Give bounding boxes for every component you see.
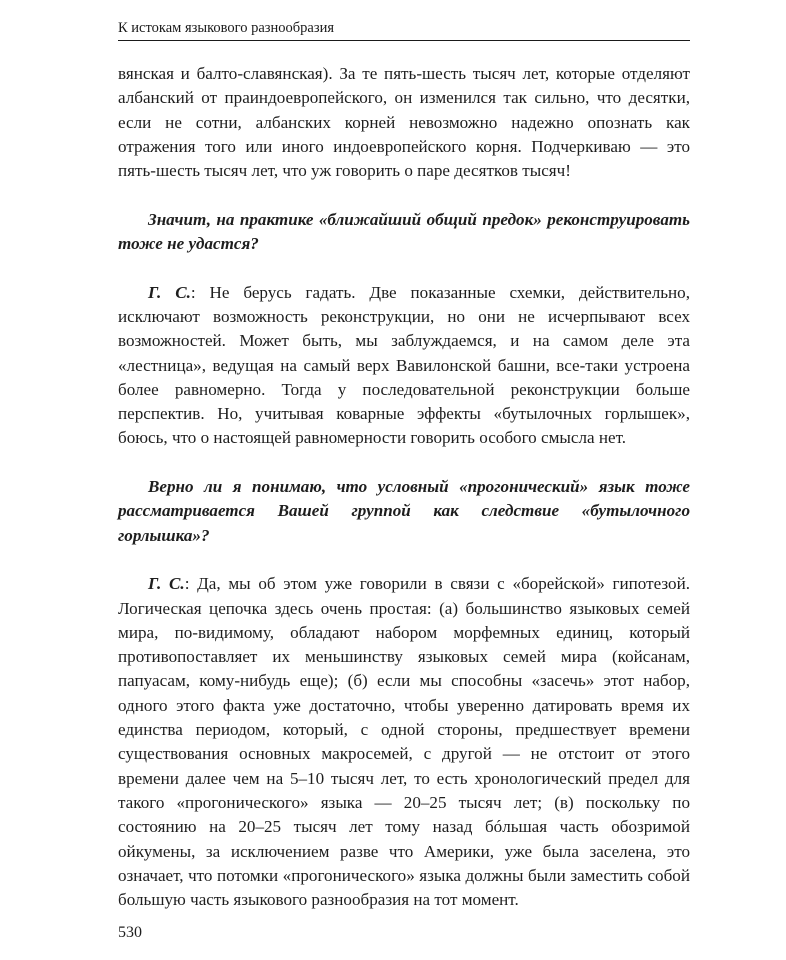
running-head: К истокам языкового разнообразия (118, 19, 690, 41)
interviewer-question: Значит, на практике «ближайший общий предок» реконструировать тоже не удастся? (118, 209, 690, 254)
page-number: 530 (118, 924, 142, 941)
page-body (118, 62, 690, 912)
paragraph-continued: вянская и балто-славянская). За те пять-шесть тысяч лет, которые отделяют албанский от праиндоевропейского, он изменился так сильно, что десятки, если не сотни, албанских корней невозможно надежно опознать как отражения того или иного индоевропейского корня. Подчеркиваю — это пять-шесть тысяч лет, что уж говорить о паре десятков тысяч! (118, 64, 690, 181)
speaker-label: Г. С. (148, 574, 185, 594)
answer-text: : Да, мы об этом уже говорили в связи с «борейской» гипотезой. Логическая цепочка здесь очень простая: (а) большинство языковых семей мира, по-видимому, обладают набором морфемных единиц, который противопоставляет их меньшинству языковых семей мира (койсанам, папуасам, кому-нибудь еще); (б) если мы способны «засечь» этот набор, одного этого факта уже достаточно, чтобы уверенно датировать время их единства периодом, который, с одной стороны, предшествует времени существования основных макросемей, с другой — не отстоит от этого времени далее чем на 5–10 тысяч лет, то есть хронологический предел для такого «прогонического» языка — 20–25 тысяч лет; (в) поскольку по состоянию на 20–25 тысяч лет тому назад бóльшая часть обозримой ойкумены, за исключением разве что Америки, уже была заселена, это означает, что потомки «прогонического» языка должны были заместить собой большую часть языкового разнообразия на тот момент. (118, 574, 690, 910)
interviewer-question: Верно ли я понимаю, что условный «прогонический» язык тоже рассматривается Вашей группой как следствие «бутылочного горлышка»? (118, 477, 690, 545)
answer-paragraph (118, 572, 690, 912)
answer-text: : Не берусь гадать. Две показанные схемки, действительно, исключают возможность реконструкции, но они не исчерпывают всех возможностей. Может быть, мы заблуждаемся, и на самом деле эта «лестница», ведущая на самый верх Вавилонской башни, все-таки устроена более равномерно. Тогда у последовательной реконструкции больше перспектив. Но, учитывая коварные эффекты «бутылочных горлышек», боюсь, что о настоящей равномерности говорить особого смысла нет. (118, 282, 691, 448)
answer-paragraph (118, 281, 690, 451)
speaker-label: Г. С. (148, 282, 191, 302)
